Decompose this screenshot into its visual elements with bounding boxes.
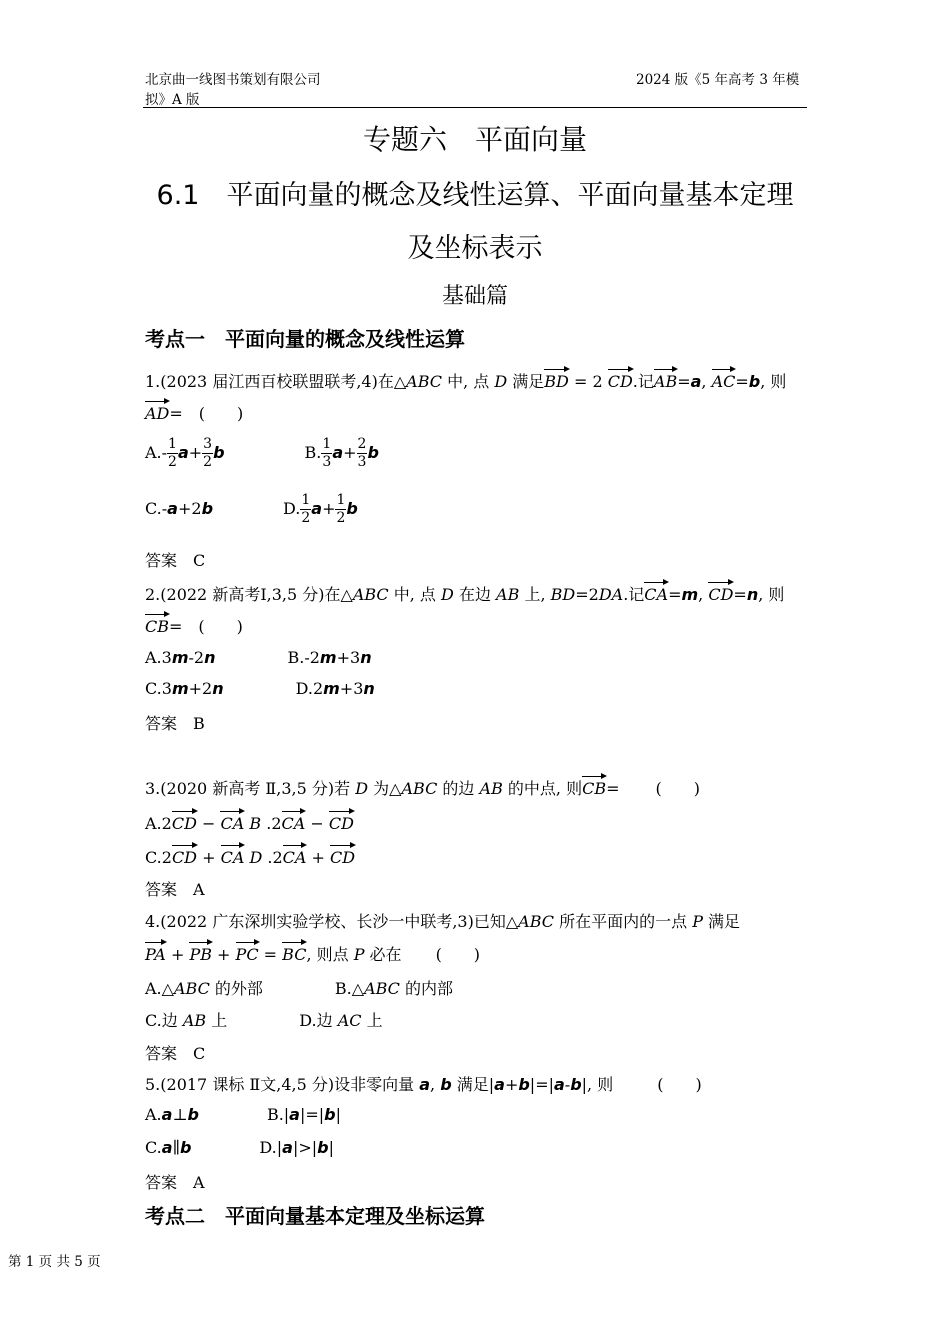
q5-source: 5.(2017 课标 Ⅱ文,4,5 分)设非零向量 [145,1075,415,1094]
section-title-line1: 6.1 平面向量的概念及线性运算、平面向量基本定理 [156,180,794,211]
q1-source: 1.(2023 届江西百校联盟联考,4)在△ [145,372,407,391]
q1-options-cd: C.-a+2b D. $\frac{1}{2}$ a+ $\frac{1}{2}$ b [145,492,358,526]
edition-tail: 拟》A 版 [145,92,200,108]
q1-stem-line2: AD= ( ) [145,400,243,424]
q2-source: 2.(2022 新高考Ⅰ,3,5 分)在△ [145,585,353,604]
kp2-heading: 考点二 平面向量基本定理及坐标运算 [145,1204,485,1228]
q5-stem: 5.(2017 课标 Ⅱ文,4,5 分)设非零向量 a, b 满足|a+b|=|a-b|, 则 ( ) [145,1075,702,1094]
q4-source: 4.(2022 广东深圳实验学校、长沙一中联考,3)已知△ [145,912,519,931]
q1-options-ab: A.- $\frac{1}{2}$ a+ $\frac{3}{2}$ b B. $\frac{1}{3}$ a+ $\frac{2}{3}$ b [145,436,379,470]
q5-answer: 答案 A [145,1173,205,1192]
q4-options-ab: A.△ABC 的外部 B.△ABC 的内部 [145,979,454,998]
kp1-heading: 考点一 平面向量的概念及线性运算 [145,327,465,351]
q4-stem-line1: 4.(2022 广东深圳实验学校、长沙一中联考,3)已知△ABC 所在平面内的一点 P 满足 [145,912,741,931]
q2-options-ab: A.3m-2n B.-2m+3n [145,648,372,667]
q3-options-cd: C.2CD + CA D .2CA + CD [145,844,355,867]
q1-answer: 答案 C [145,551,206,570]
q1-stem-line1: 1.(2023 届江西百校联盟联考,4)在△ABC 中, 点 D 满足BD = 2 CD.记AB=a, AC=b, 则 [145,368,786,392]
q5-options-ab: A.a⊥b B.|a|=|b| [145,1105,341,1124]
q3-options-ab: A.2CD − CA B .2CA − CD [145,810,354,833]
q3-answer: 答案 A [145,880,205,899]
q4-stem-line2: PA + PB + PC = BC, 则点 P 必在 ( ) [145,941,480,965]
q4-options-cd: C.边 AB 上 D.边 AC 上 [145,1011,383,1030]
q4-answer: 答案 C [145,1044,206,1063]
q3-stem: 3.(2020 新高考 Ⅱ,3,5 分)若 D 为△ABC 的边 AB 的中点, 则CB= ( ) [145,775,700,799]
header-left [145,70,355,110]
level-title: 基础篇 [441,284,508,309]
publisher-name: 北京曲一线图书策划有限公司 [145,72,321,88]
q2-options-cd: C.3m+2n D.2m+3n [145,679,375,698]
page-footer: 第 1 页 共 5 页 [8,1254,101,1270]
header-right: 2024 版《5 年高考 3 年模 [636,72,800,88]
q3-source: 3.(2020 新高考 Ⅱ,3,5 分)若 [145,779,351,798]
q2-stem-line1: 2.(2022 新高考Ⅰ,3,5 分)在△ABC 中, 点 D 在边 AB 上, BD=2DA.记CA=m, CD=n, 则 [145,581,784,605]
q2-answer: 答案 B [145,714,205,733]
q2-stem-line2: CB= ( ) [145,613,243,637]
q5-options-cd: C.a∥b D.|a|>|b| [145,1138,334,1157]
section-title-line2: 及坐标表示 [407,233,543,264]
topic-title: 专题六 平面向量 [362,123,587,156]
header-rule [143,107,807,108]
